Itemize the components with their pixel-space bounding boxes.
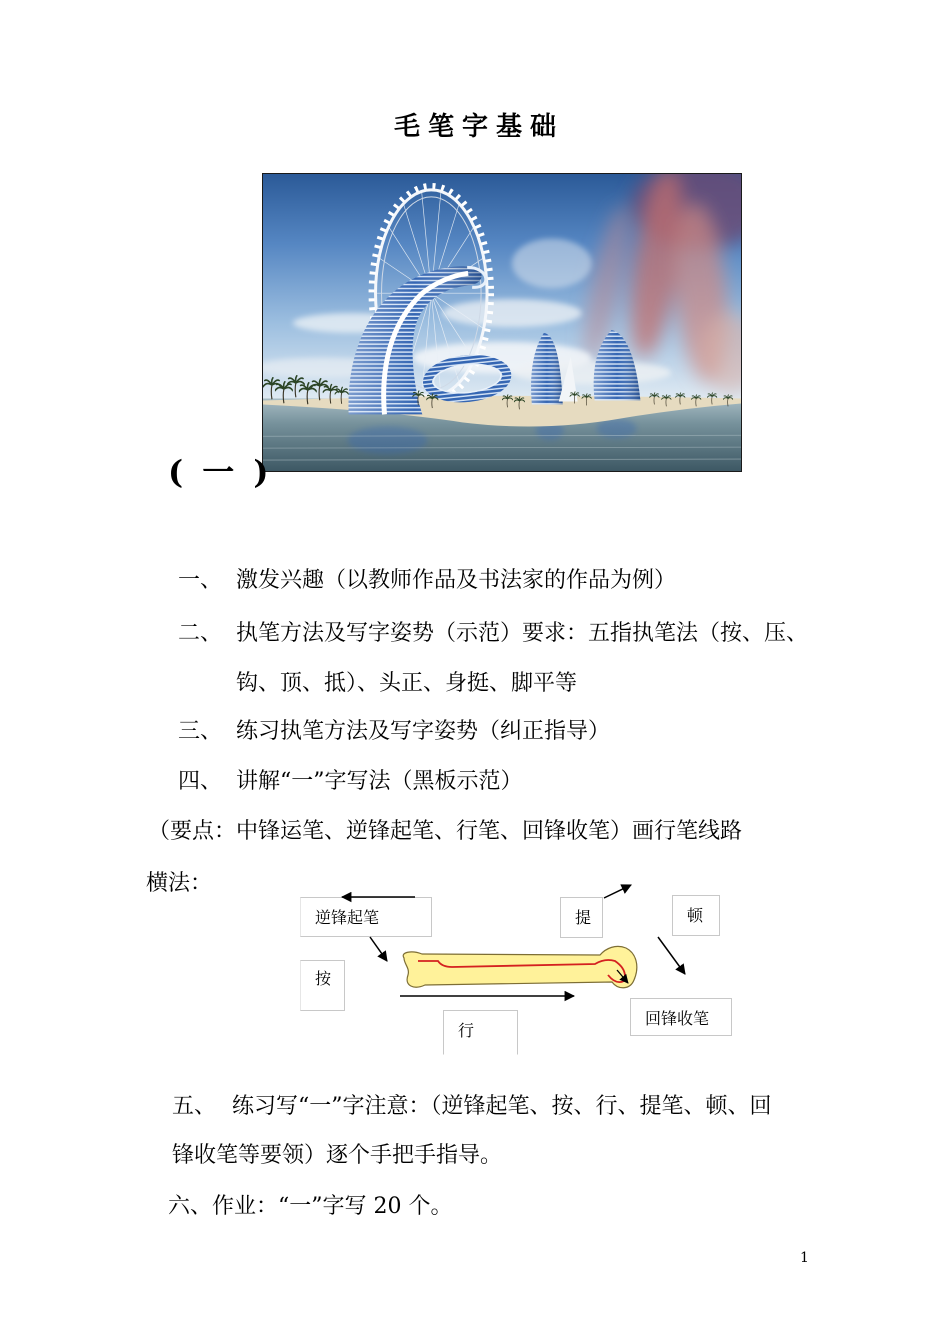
label-box-return-finish: 回锋收笔: [630, 998, 732, 1036]
diagram-graphics: [290, 875, 750, 1057]
list-item-2-continuation: 钩、顶、抵）、头正、身挺、脚平等: [236, 671, 578, 696]
brush-stroke-shape: [403, 946, 637, 987]
item-text: 练习执笔方法及写字姿势（纠正指导）: [236, 719, 611, 744]
item-text: 练习写“一”字注意：（逆锋起笔、按、行、提笔、顿、回: [232, 1094, 772, 1119]
arrow-lift: [604, 885, 631, 898]
label-box-lift: 提: [560, 897, 603, 938]
item-number: 二、: [178, 621, 223, 646]
item-text: 讲解“一”字写法（黑板示范）: [236, 769, 523, 794]
homework: 六、作业：“一”字写 20 个。: [168, 1194, 453, 1219]
section-label: ( 一 ): [168, 453, 273, 491]
item-number: 一、: [178, 568, 223, 593]
item-number: 五、: [172, 1094, 217, 1119]
item-number: 四、: [178, 769, 223, 794]
illustration-photo: [262, 173, 742, 472]
photo-scene: [263, 174, 741, 471]
item-text: 执笔方法及写字姿势（示范）要求：五指执笔法（按、压、: [236, 621, 809, 646]
list-item-2: [178, 619, 808, 649]
arrow-pause: [658, 937, 685, 974]
label-box-reverse-entry: 逆锋起笔: [300, 897, 432, 937]
list-item-4: [178, 767, 523, 797]
label-box-move: 行: [443, 1010, 518, 1055]
page-number: 1: [800, 1250, 809, 1266]
key-points: （要点：中锋运笔、逆锋起笔、行笔、回锋收笔）画行笔线路: [148, 819, 743, 844]
list-item-3: [178, 717, 610, 747]
item-number: 三、: [178, 719, 223, 744]
label-box-pause: 顿: [672, 895, 720, 936]
list-item-5-continuation: 锋收笔等要领）逐个手把手指导。: [172, 1143, 503, 1168]
horizontal-stroke-diagram: [290, 875, 750, 1057]
stroke-method-label: 横法：: [146, 871, 213, 896]
list-item-1: [178, 566, 676, 596]
arrow-press: [370, 937, 387, 961]
page-title: 毛笔字基础: [393, 112, 564, 142]
item-text: 激发兴趣（以教师作品及书法家的作品为例）: [236, 568, 677, 593]
list-item-5: [172, 1092, 772, 1122]
label-box-press: 按: [300, 960, 345, 1011]
